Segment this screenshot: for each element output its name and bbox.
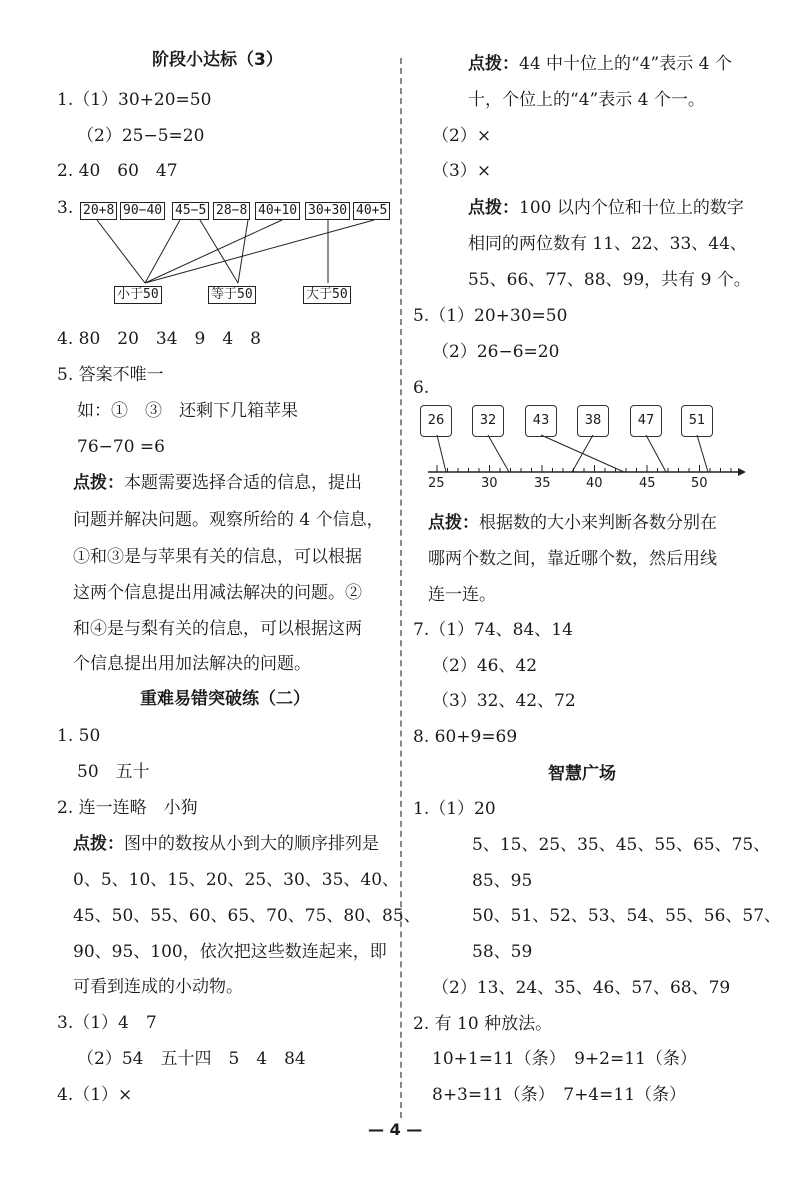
s2-answer-1: 1. 50 [57, 726, 101, 746]
match-line [145, 220, 374, 283]
expr-box-7: 40+5 [353, 202, 390, 220]
match-line [200, 220, 238, 283]
category-equal-50: 等于50 [208, 286, 256, 304]
s2-tip-line-4: 90、95、100，依次把这些数连起来，即 [73, 942, 387, 962]
answer-r5-1: 5.（1）20+30=50 [413, 306, 568, 326]
wisdom-answer-1-2: （2）13、24、35、46、57、68、79 [432, 978, 731, 998]
answer-2: 2. 40 60 47 [57, 161, 178, 181]
category-less-than-50: 小于50 [114, 286, 162, 304]
tick-label-45: 45 [639, 476, 656, 491]
tip-5-line-1: 点拨：本题需要选择合适的信息，提出 [73, 473, 362, 493]
tick-label-30: 30 [481, 476, 498, 491]
answer-r4-2: （2）× [432, 126, 492, 146]
tip-5-line-3: ①和③是与苹果有关的信息，可以根据 [73, 547, 362, 567]
match-line [145, 220, 282, 283]
tip-r2-line-2: 相同的两位数有 11、22、33、44、 [468, 234, 747, 254]
wisdom-answer-1-line-c: 85、95 [472, 871, 533, 891]
tip-r1-line-2: 十，个位上的“4”表示 4 个一。 [468, 90, 705, 110]
answer-5-equation: 76−70 =6 [77, 437, 165, 457]
wisdom-answer-1-1: 1.（1）20 [413, 799, 496, 819]
section-title-difficult: 重难易错突破练（二） [140, 689, 310, 709]
s2-tip-line-3: 45、50、55、60、65、70、75、80、85、 [73, 906, 421, 926]
match-line [97, 220, 145, 283]
tip-r2-line-3: 55、66、77、88、99，共有 9 个。 [468, 270, 751, 290]
tip-5-line-6: 个信息提出用加法解决的问题。 [73, 654, 311, 674]
page-number: — 4 — [368, 1120, 423, 1139]
tip-5-line-4: 这两个信息提出用减法解决的问题。② [73, 583, 362, 603]
answer-r7-1: 7.（1）74、84、14 [413, 620, 573, 640]
tip-r3-line-3: 连一连。 [428, 585, 496, 605]
section-title-stage: 阶段小达标（3） [152, 50, 283, 70]
answer-1-1: 1.（1）30+20=50 [57, 90, 212, 110]
answer-r5-2: （2）26−6=20 [432, 342, 560, 362]
tip-r1-line-1: 点拨：44 中十位上的“4”表示 4 个 [468, 54, 732, 74]
number-box-47: 47 [630, 405, 662, 437]
answer-r6: 6. [413, 378, 430, 398]
wisdom-answer-1-line-d: 50、51、52、53、54、55、56、57、 [472, 906, 782, 926]
tick-label-25: 25 [428, 476, 445, 491]
expr-box-3: 45−5 [172, 202, 209, 220]
connector-47 [646, 435, 666, 472]
answer-1-2: （2）25−5=20 [77, 126, 205, 146]
expr-box-6: 30+30 [305, 202, 350, 220]
arrow-head-icon [738, 468, 746, 476]
number-box-32: 32 [472, 405, 504, 437]
tip-r2-line-1: 点拨：100 以内个位和十位上的数字 [468, 198, 744, 218]
answer-4: 4. 80 20 34 9 4 8 [57, 329, 261, 349]
s2-tip-line-5: 可看到连成的小动物。 [73, 977, 243, 997]
answer-3-number: 3. [57, 198, 74, 218]
wisdom-answer-1-line-b: 5、15、25、35、45、55、65、75、 [472, 835, 771, 855]
s2-answer-3-1: 3.（1）4 7 [57, 1013, 157, 1033]
tip-r3-line-1: 点拨：根据数的大小来判断各数分别在 [428, 513, 717, 533]
wisdom-answer-1-line-e: 58、59 [472, 942, 533, 962]
tick-label-35: 35 [534, 476, 551, 491]
s2-answer-2: 2. 连一连略 小狗 [57, 798, 198, 818]
tip-label: 点拨： [73, 473, 124, 493]
number-box-43: 43 [525, 405, 557, 437]
connector-26 [437, 435, 446, 472]
expr-box-1: 20+8 [80, 202, 117, 220]
answer-r8: 8. 60+9=69 [413, 727, 518, 747]
number-box-38: 38 [577, 405, 609, 437]
s2-tip-line-2: 0、5、10、15、20、25、30、35、40、 [73, 870, 400, 890]
tip-5-line-5: 和④是与梨有关的信息，可以根据这两 [73, 619, 362, 639]
column-divider [400, 58, 402, 1118]
answer-5: 5. 答案不唯一 [57, 365, 164, 385]
expr-box-5: 40+10 [255, 202, 300, 220]
tick-label-40: 40 [586, 476, 603, 491]
s2-answer-4-1: 4.（1）× [57, 1085, 133, 1105]
wisdom-answer-2: 2. 有 10 种放法。 [413, 1014, 553, 1034]
number-box-26: 26 [420, 405, 452, 437]
wisdom-answer-2-line-a: 10+1=11（条） 9+2=11（条） [432, 1049, 697, 1069]
tip-5-line-2: 问题并解决问题。观察所给的 4 个信息， [73, 510, 384, 530]
answer-r7-3: （3）32、42、72 [432, 691, 576, 711]
answer-r7-2: （2）46、42 [432, 656, 538, 676]
number-box-51: 51 [681, 405, 713, 437]
s2-tip-line-1: 点拨：图中的数按从小到大的顺序排列是 [73, 834, 379, 854]
expr-box-4: 28−8 [213, 202, 250, 220]
s2-answer-3-2: （2）54 五十四 5 4 84 [77, 1049, 306, 1069]
connector-38 [572, 435, 593, 472]
section-title-wisdom: 智慧广场 [548, 764, 616, 784]
connector-32 [488, 435, 509, 472]
category-greater-than-50: 大于50 [303, 286, 351, 304]
match-line [238, 220, 248, 283]
tick-label-50: 50 [691, 476, 708, 491]
s2-answer-1b: 50 五十 [77, 762, 150, 782]
tip-r3-line-2: 哪两个数之间，靠近哪个数，然后用线 [428, 549, 717, 569]
wisdom-answer-2-line-b: 8+3=11（条） 7+4=11（条） [432, 1085, 687, 1105]
answer-r4-3: （3）× [432, 161, 492, 181]
connector-51 [697, 435, 708, 472]
expr-box-2: 90−40 [120, 202, 165, 220]
match-line [145, 220, 180, 283]
answer-5-example: 如：① ③ 还剩下几箱苹果 [77, 401, 298, 421]
